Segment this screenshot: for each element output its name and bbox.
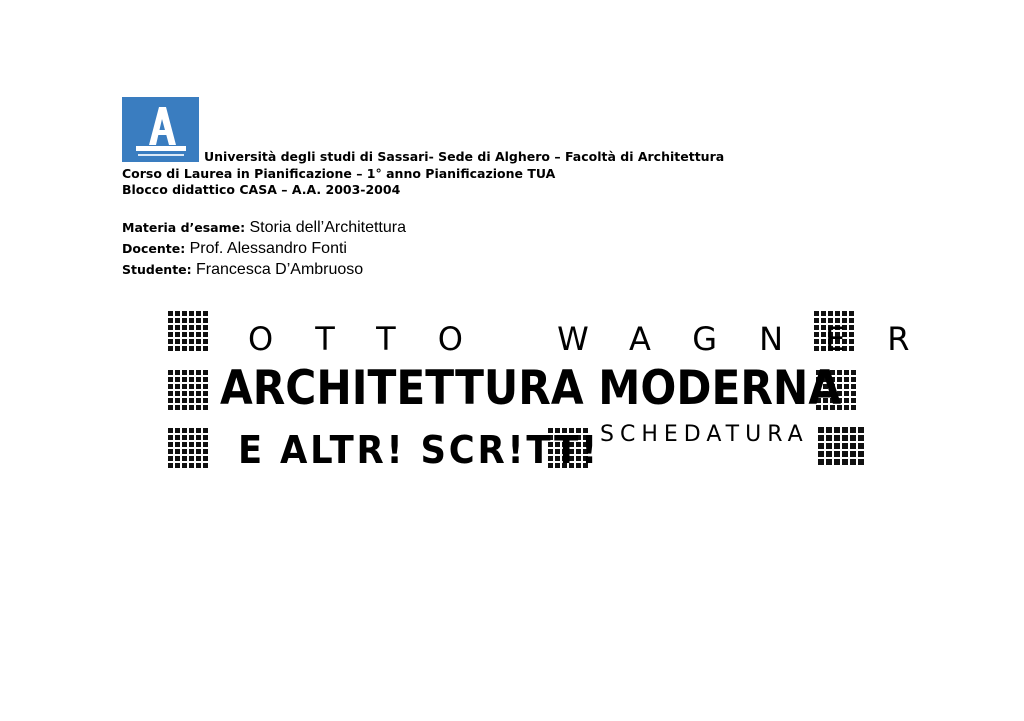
dot	[175, 339, 180, 344]
dot	[203, 428, 208, 433]
dot	[842, 427, 848, 433]
dot	[182, 398, 187, 403]
dot	[842, 435, 848, 441]
subject-row: Materia d’esame: Storia dell’Architettura	[122, 219, 406, 236]
dot	[168, 449, 173, 454]
dot	[196, 428, 201, 433]
dot	[189, 377, 194, 382]
dot	[858, 435, 864, 441]
dot	[842, 451, 848, 457]
dot	[834, 443, 840, 449]
dot	[844, 384, 849, 389]
dot	[851, 370, 856, 375]
dot	[844, 377, 849, 382]
dot	[182, 377, 187, 382]
dot	[189, 442, 194, 447]
dot	[203, 391, 208, 396]
dot	[175, 377, 180, 382]
dot	[196, 377, 201, 382]
dot	[858, 459, 864, 465]
dot	[175, 449, 180, 454]
dot	[203, 346, 208, 351]
dot	[196, 435, 201, 440]
teacher-row: Docente: Prof. Alessandro Fonti	[122, 240, 347, 257]
university-logo	[122, 97, 199, 162]
dot	[203, 325, 208, 330]
dot	[175, 428, 180, 433]
dot	[182, 442, 187, 447]
dot	[168, 332, 173, 337]
dot	[175, 442, 180, 447]
dot	[182, 346, 187, 351]
dot-grid-ornament	[168, 428, 208, 468]
dot	[175, 405, 180, 410]
dot	[189, 456, 194, 461]
dot	[851, 391, 856, 396]
dot	[175, 435, 180, 440]
dot	[196, 384, 201, 389]
subtitle: E ALTR! SCR!TT!	[238, 428, 600, 472]
dot	[842, 311, 847, 316]
dot	[182, 449, 187, 454]
dot	[203, 442, 208, 447]
dot	[168, 405, 173, 410]
dot	[196, 318, 201, 323]
dot	[203, 318, 208, 323]
dot	[851, 377, 856, 382]
dot	[203, 377, 208, 382]
dot	[826, 459, 832, 465]
dot	[168, 311, 173, 316]
main-title: ARCHITETTURA MODERNA	[220, 361, 842, 416]
dot	[826, 451, 832, 457]
dot	[203, 449, 208, 454]
dot	[851, 405, 856, 410]
teacher-label: Docente	[122, 241, 181, 256]
dot	[168, 318, 173, 323]
dot	[203, 339, 208, 344]
dot	[196, 442, 201, 447]
dot	[189, 435, 194, 440]
dot	[189, 384, 194, 389]
dot	[196, 346, 201, 351]
dot	[834, 427, 840, 433]
dot	[189, 346, 194, 351]
dot	[175, 346, 180, 351]
dot	[182, 405, 187, 410]
dot	[196, 325, 201, 330]
dot	[175, 463, 180, 468]
dot	[203, 463, 208, 468]
dot	[203, 332, 208, 337]
dot	[834, 451, 840, 457]
university-line: Università degli studi di Sassari- Sede di Alghero – Facoltà di Architettura	[204, 149, 725, 164]
dot	[849, 311, 854, 316]
dot	[175, 456, 180, 461]
dot	[168, 428, 173, 433]
dot	[818, 443, 824, 449]
course-line: Corso di Laurea in Pianificazione – 1° anno Pianificazione TUA	[122, 166, 556, 181]
dot	[818, 451, 824, 457]
dot	[818, 459, 824, 465]
dot	[850, 451, 856, 457]
dot	[189, 428, 194, 433]
dot	[203, 435, 208, 440]
dot	[844, 398, 849, 403]
dot	[196, 311, 201, 316]
dot	[168, 398, 173, 403]
dot	[196, 332, 201, 337]
dot	[189, 339, 194, 344]
dot	[196, 405, 201, 410]
dot	[168, 384, 173, 389]
dot	[189, 325, 194, 330]
logo-a-icon	[122, 97, 199, 162]
dot	[175, 311, 180, 316]
dot	[189, 318, 194, 323]
dot	[182, 428, 187, 433]
dot	[182, 332, 187, 337]
dot	[168, 463, 173, 468]
dot	[203, 405, 208, 410]
dot-grid-ornament	[168, 370, 208, 410]
dot	[168, 377, 173, 382]
student-value: Francesca D’Ambruoso	[196, 261, 364, 278]
dot	[182, 370, 187, 375]
dot	[842, 443, 848, 449]
dot	[196, 391, 201, 396]
dot	[175, 370, 180, 375]
dot	[203, 456, 208, 461]
dot	[850, 435, 856, 441]
dot	[842, 459, 848, 465]
dot	[175, 391, 180, 396]
student-label: Studente	[122, 262, 187, 277]
dot	[175, 332, 180, 337]
dot	[196, 370, 201, 375]
dot	[175, 398, 180, 403]
dot	[182, 325, 187, 330]
dot	[814, 311, 819, 316]
dot	[189, 332, 194, 337]
dot	[834, 459, 840, 465]
dot	[182, 311, 187, 316]
dot	[844, 391, 849, 396]
dot	[168, 346, 173, 351]
subject-value: Storia dell’Architettura	[249, 219, 406, 236]
dot	[175, 318, 180, 323]
student-row: Studente: Francesca D’Ambruoso	[122, 261, 364, 278]
dot-grid-ornament	[168, 311, 208, 351]
dot	[182, 456, 187, 461]
dot	[189, 391, 194, 396]
dot	[834, 435, 840, 441]
dot	[203, 398, 208, 403]
subject-label: Materia d’esame	[122, 220, 241, 235]
teacher-value: Prof. Alessandro Fonti	[189, 240, 347, 257]
dot	[175, 325, 180, 330]
block-line: Blocco didattico CASA – A.A. 2003-2004	[122, 182, 401, 197]
schedatura-tag: SCHEDATURA	[600, 422, 809, 447]
dot	[203, 311, 208, 316]
dot	[182, 384, 187, 389]
dot	[844, 405, 849, 410]
dot	[182, 435, 187, 440]
dot	[818, 435, 824, 441]
dot	[821, 311, 826, 316]
dot	[182, 391, 187, 396]
dot	[189, 311, 194, 316]
dot	[182, 318, 187, 323]
dot-grid-ornament	[818, 427, 864, 465]
dot	[828, 311, 833, 316]
dot	[168, 456, 173, 461]
dot	[168, 339, 173, 344]
dot	[168, 391, 173, 396]
dot	[203, 384, 208, 389]
dot	[844, 370, 849, 375]
dot	[858, 451, 864, 457]
dot	[851, 384, 856, 389]
dot	[189, 449, 194, 454]
dot	[189, 405, 194, 410]
dot	[835, 311, 840, 316]
dot	[826, 427, 832, 433]
dot	[858, 443, 864, 449]
dot	[858, 427, 864, 433]
dot	[168, 325, 173, 330]
dot	[168, 370, 173, 375]
dot	[189, 463, 194, 468]
dot	[182, 463, 187, 468]
dot	[850, 443, 856, 449]
dot	[196, 449, 201, 454]
dot	[826, 443, 832, 449]
dot	[196, 398, 201, 403]
dot	[196, 456, 201, 461]
dot	[189, 370, 194, 375]
dot	[189, 398, 194, 403]
dot	[196, 463, 201, 468]
dot	[818, 427, 824, 433]
dot	[182, 339, 187, 344]
dot	[851, 398, 856, 403]
dot	[196, 339, 201, 344]
dot	[168, 435, 173, 440]
dot	[850, 459, 856, 465]
dot	[175, 384, 180, 389]
dot	[168, 442, 173, 447]
dot	[850, 427, 856, 433]
author-title: OTTO WAGNER	[248, 320, 952, 358]
dot	[826, 435, 832, 441]
dot	[203, 370, 208, 375]
